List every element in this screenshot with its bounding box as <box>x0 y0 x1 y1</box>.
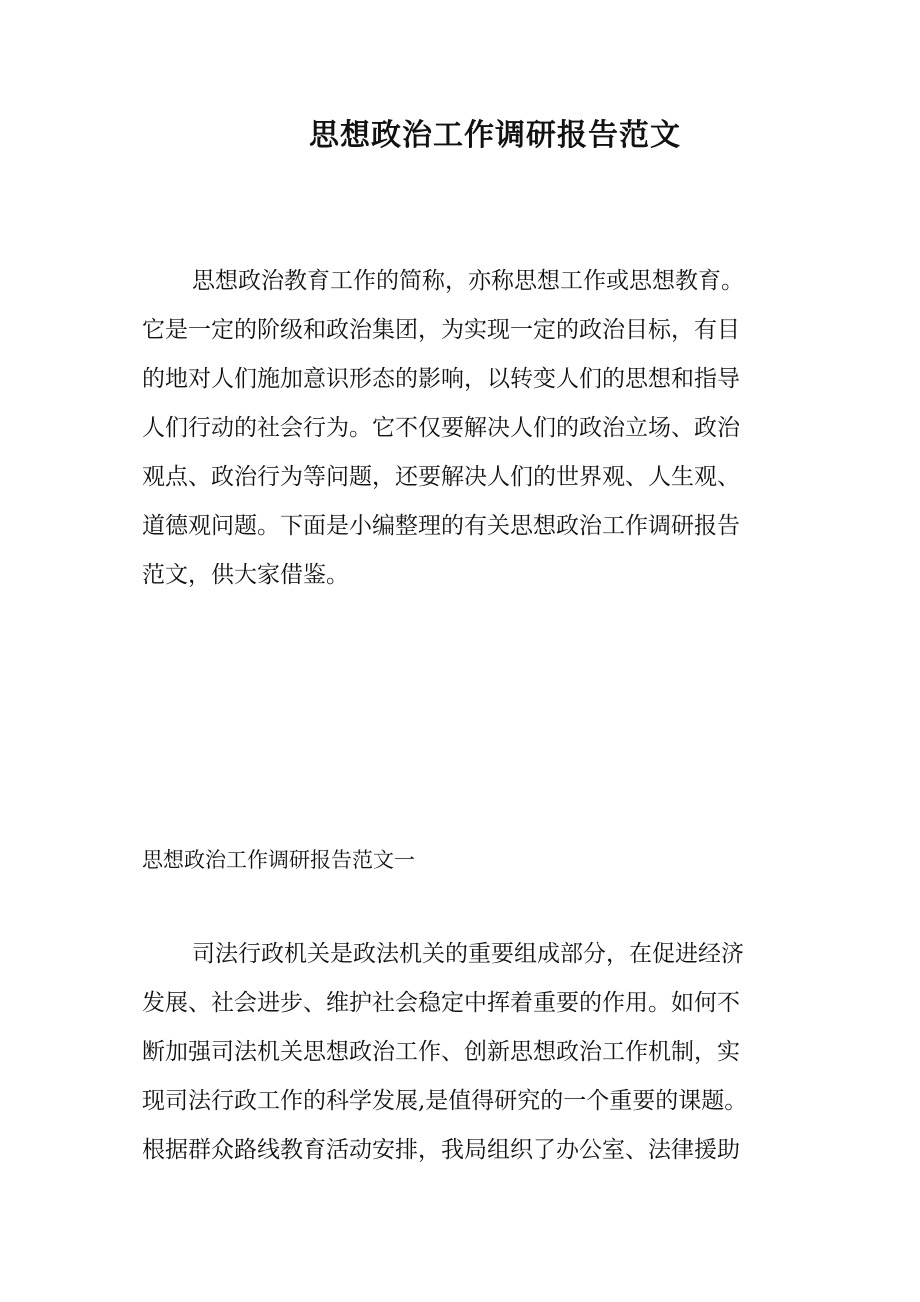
intro-line: 它是一定的阶级和政治集团，为实现一定的政治目标，有目 <box>142 317 740 343</box>
intro-line: 思想政治教育工作的简称，亦称思想工作或思想教育。 <box>192 268 744 294</box>
intro-line: 的地对人们施加意识形态的影响，以转变人们的思想和指导 <box>142 366 740 392</box>
section-paragraph <box>142 930 802 1175</box>
intro-line: 人们行动的社会行为。它不仅要解决人们的政治立场、政治 <box>142 415 740 441</box>
section-line: 发展、社会进步、维护社会稳定中挥着重要的作用。如何不 <box>142 990 740 1016</box>
intro-line: 范文，供大家借鉴。 <box>142 562 349 588</box>
intro-line: 道德观问题。下面是小编整理的有关思想政治工作调研报告 <box>142 513 740 539</box>
section-heading: 思想政治工作调研报告范文一 <box>142 848 415 872</box>
section-line: 断加强司法机关思想政治工作、创新思想政治工作机制，实 <box>142 1039 740 1065</box>
intro-line: 观点、政治行为等问题，还要解决人们的世界观、人生观、 <box>142 464 740 490</box>
intro-paragraph <box>142 257 802 600</box>
document-title: 思想政治工作调研报告范文 <box>309 118 681 153</box>
section-line: 司法行政机关是政法机关的重要组成部分，在促进经济 <box>192 941 744 967</box>
section-line: 根据群众路线教育活动安排，我局组织了办公室、法律援助 <box>142 1137 740 1163</box>
section-line: 现司法行政工作的科学发展,是值得研究的一个重要的课题。 <box>142 1088 748 1114</box>
